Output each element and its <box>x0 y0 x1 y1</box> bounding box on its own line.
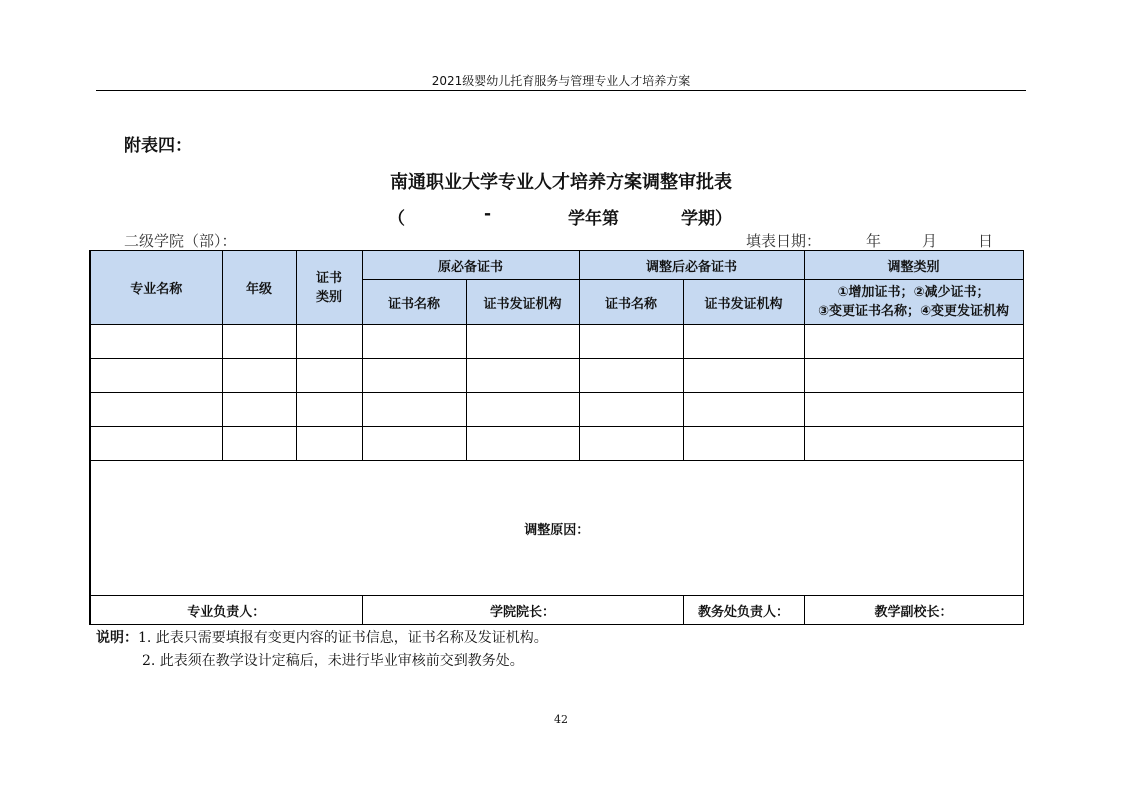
header-adj-cert-issuer: 证书发证机构 <box>683 280 804 325</box>
cell-category[interactable] <box>804 393 1023 427</box>
date-month: 月 <box>922 232 938 250</box>
cell-cert-type[interactable] <box>296 325 362 359</box>
cell-adj-issuer[interactable] <box>683 427 804 461</box>
notes-text-1: 1. 此表只需要填报有变更内容的证书信息，证书名称及发证机构。 <box>138 630 548 646</box>
table-row <box>90 325 1023 359</box>
cell-category[interactable] <box>804 427 1023 461</box>
cell-grade[interactable] <box>222 325 296 359</box>
cell-orig-name[interactable] <box>362 359 466 393</box>
page-number: 42 <box>554 713 568 726</box>
sign-major-lead-label: 专业负责人： <box>187 604 266 620</box>
sign-major-lead[interactable] <box>90 596 362 625</box>
running-head: 2021级婴幼儿托育服务与管理专业人才培养方案 <box>96 72 1026 91</box>
notes-label: 说明： <box>96 630 138 646</box>
cell-cert-type[interactable] <box>296 427 362 461</box>
cell-major[interactable] <box>90 393 222 427</box>
date-day: 日 <box>978 232 994 250</box>
sign-academic-affairs[interactable] <box>683 596 804 625</box>
cell-grade[interactable] <box>222 393 296 427</box>
category-options-line2: ③变更证书名称；④变更发证机构 <box>818 304 1010 319</box>
cell-orig-issuer[interactable] <box>466 393 579 427</box>
cell-orig-name[interactable] <box>362 427 466 461</box>
appendix-label: 附表四： <box>124 136 192 156</box>
form-title: 南通职业大学专业人才培养方案调整审批表 <box>390 172 732 193</box>
header-adjusted-certs: 调整后必备证书 <box>579 251 804 280</box>
sign-vice-president-label: 教学副校长： <box>874 604 953 620</box>
cell-adj-issuer[interactable] <box>683 393 804 427</box>
header-category-options <box>804 280 1023 325</box>
notes-line-2: 2. 此表须在教学设计定稿后，未进行毕业审核前交到教务处。 <box>142 653 524 669</box>
cell-adj-name[interactable] <box>579 359 683 393</box>
sign-dean[interactable] <box>362 596 683 625</box>
header-cert-type-line2: 类别 <box>315 289 342 305</box>
header-orig-cert-name: 证书名称 <box>362 280 466 325</box>
notes-line-1 <box>96 627 548 647</box>
table-row <box>90 427 1023 461</box>
header-cert-type <box>296 251 362 325</box>
semester-open-paren: （ <box>388 209 405 229</box>
cell-orig-name[interactable] <box>362 393 466 427</box>
cell-adj-name[interactable] <box>579 427 683 461</box>
college-label: 二级学院（部）： <box>124 232 237 250</box>
header-orig-cert-issuer: 证书发证机构 <box>466 280 579 325</box>
cell-category[interactable] <box>804 359 1023 393</box>
sign-dean-label: 学院院长： <box>490 604 556 620</box>
approval-table <box>89 250 1024 625</box>
date-label: 填表日期： <box>746 232 822 250</box>
cell-adj-name[interactable] <box>579 325 683 359</box>
cell-adj-issuer[interactable] <box>683 359 804 393</box>
header-adj-cert-name: 证书名称 <box>579 280 683 325</box>
cell-adj-name[interactable] <box>579 393 683 427</box>
semester-year-label: 学年第 <box>568 209 619 229</box>
cell-grade[interactable] <box>222 427 296 461</box>
table-row <box>90 393 1023 427</box>
cell-cert-type[interactable] <box>296 359 362 393</box>
cell-major[interactable] <box>90 427 222 461</box>
cell-grade[interactable] <box>222 359 296 393</box>
category-options-line1: ①增加证书；②减少证书； <box>837 285 990 300</box>
sign-vice-president[interactable] <box>804 596 1023 625</box>
cell-major[interactable] <box>90 325 222 359</box>
cell-cert-type[interactable] <box>296 393 362 427</box>
cell-orig-name[interactable] <box>362 325 466 359</box>
adjust-reason-label: 调整原因： <box>524 522 590 538</box>
header-original-certs: 原必备证书 <box>362 251 579 280</box>
cell-orig-issuer[interactable] <box>466 427 579 461</box>
cell-major[interactable] <box>90 359 222 393</box>
semester-dash: - <box>484 204 492 224</box>
cell-orig-issuer[interactable] <box>466 325 579 359</box>
adjust-reason-field[interactable] <box>90 461 1023 596</box>
cell-category[interactable] <box>804 325 1023 359</box>
header-major-name: 专业名称 <box>90 251 222 325</box>
cell-adj-issuer[interactable] <box>683 325 804 359</box>
cell-orig-issuer[interactable] <box>466 359 579 393</box>
header-cert-type-line1: 证书 <box>315 270 342 286</box>
header-adjust-category: 调整类别 <box>804 251 1023 280</box>
header-grade: 年级 <box>222 251 296 325</box>
date-year: 年 <box>866 232 882 250</box>
table-row <box>90 359 1023 393</box>
sign-academic-label: 教务处负责人： <box>698 604 790 620</box>
semester-term-label: 学期） <box>681 209 732 229</box>
